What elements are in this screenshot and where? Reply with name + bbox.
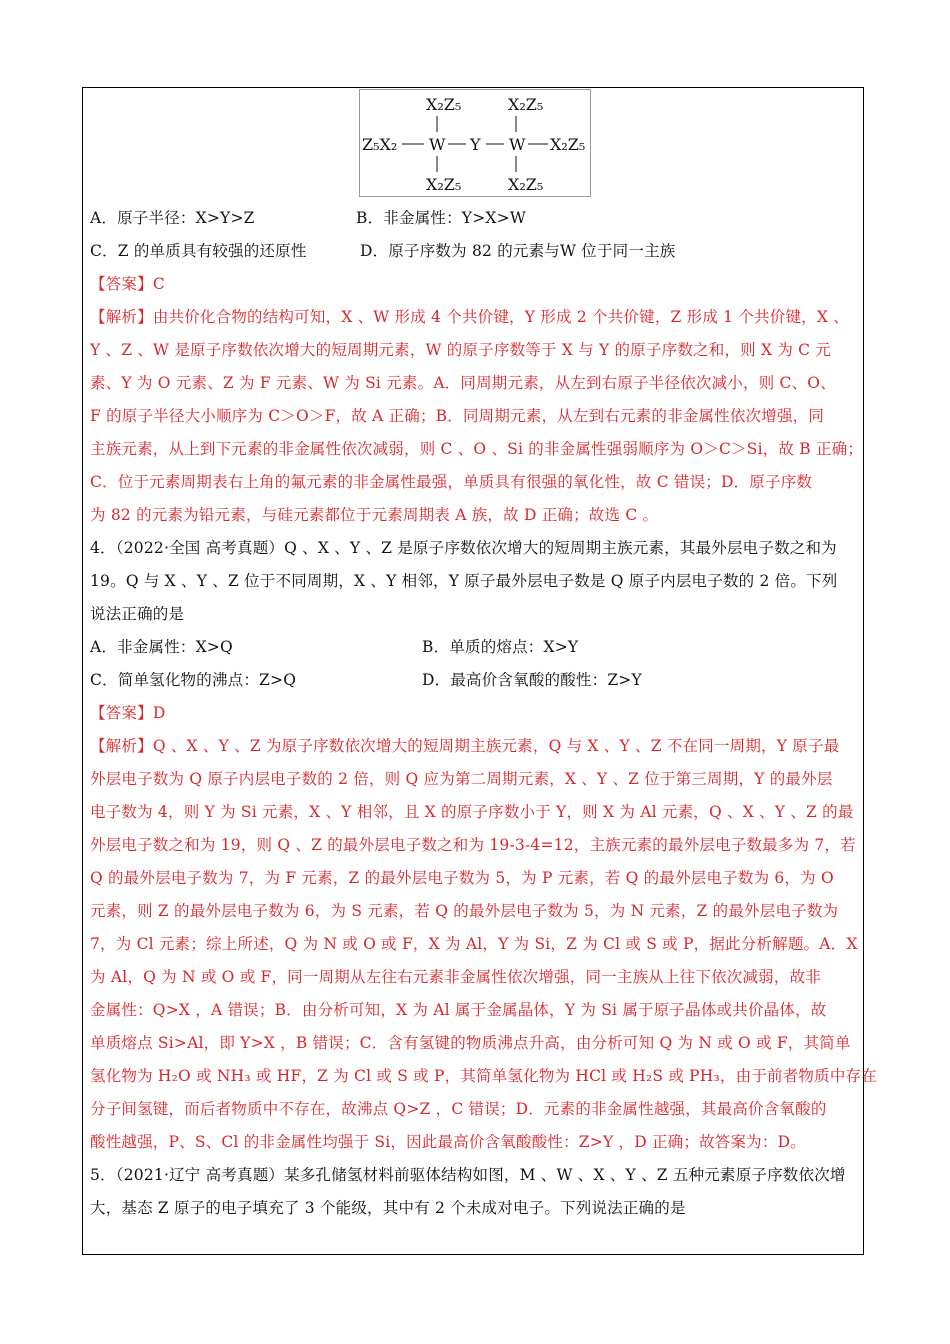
q4-analysis-line-7: 为 Al，Q 为 N 或 O 或 F，同一周期从左往右元素非金属性依次增强，同一主族从上往下依次减弱，故非 [90,968,821,986]
q3-analysis-line-6: 为 82 的元素为铅元素，与硅元素都位于元素周期表 A 族，故 D 正确；故选 C 。 [90,506,659,524]
q3-analysis-line-1: Y 、Z 、W 是原子序数依次增大的短周期元素，W 的原子序数等于 X 与 Y 的原子序数之和，则 X 为 C 元 [90,341,832,359]
q4-analysis-label: 【解析】 [90,737,153,755]
q3-options-row2 [90,240,860,262]
q4-stem-line-0: 4．（2022·全国 高考真题）Q 、X 、Y 、Z 是原子序数依次增大的短周期主族元素，其最外层电子数之和为 [90,539,837,557]
q4-analysis-line-2: 电子数为 4，则 Y 为 Si 元素，X 、Y 相邻，且 X 的原子序数小于 Y，则 X 为 Al 元素，Q 、X 、Y 、Z 的最 [90,803,854,821]
q4-analysis-line-11: 分子间氢键，而后者物质中不存在，故沸点 Q>Z ，C 错误；D．元素的非金属性越强，其最高价含氧酸的 [90,1100,827,1118]
struct-w1: W [429,135,446,154]
q4-analysis-line-5: 元素，则 Z 的最外层电子数为 6，为 S 元素，若 Q 的最外层电子数为 5，为 N 元素，Z 的最外层电子数为 [90,902,839,920]
q4-analysis-line-9: 单质熔点 Si>Al，即 Y>X ，B 错误；C．含有氢键的物质沸点升高，由分析可知 Q 为 N 或 O 或 F，其简单 [90,1034,851,1052]
structure-diagram [359,89,591,197]
q4-answer-label: 【答案】 [90,704,153,722]
q3-analysis-line-0: 【解析】由共价化合物的结构可知，X 、W 形成 4 个共价键，Y 形成 2 个共价键，Z 形成 1 个共价键，X 、 [90,308,849,326]
struct-y: Y [470,135,481,154]
struct-top-right: X₂Z₅ [508,95,544,114]
q3-analysis-line-4: 主族元素，从上到下元素的非金属性依次减弱，则 C 、O 、Si 的非金属性强弱顺序为 O＞C＞Si，故 B 正确； [90,440,864,458]
q4-stem-line-2: 说法正确的是 [90,605,185,623]
q4-analysis-line-8: 金属性：Q>X ，A 错误；B．由分析可知，X 为 Al 属于金属晶体，Y 为 Si 属于原子晶体或共价晶体，故 [90,1001,827,1019]
q4-analysis-line-1: 外层电子数为 Q 原子内层电子数的 2 倍，则 Q 应为第二周期元素，X 、Y 、Z 位于第三周期，Y 的最外层 [90,770,833,788]
q3-answer [90,273,860,295]
q5-stem-line-0: 5．（2021·辽宁 高考真题）某多孔储氢材料前驱体结构如图，M 、W 、X 、Y 、Z 五种元素原子序数依次增 [90,1166,846,1184]
q4-stem-line-1: 19。Q 与 X 、Y 、Z 位于不同周期，X 、Y 相邻，Y 原子最外层电子数是 Q 原子内层电子数的 2 倍。下列 [90,572,838,590]
q4-options-row2 [90,669,860,691]
q4-analysis-line-12: 酸性越强，P、S、Cl 的非金属性均强于 Si，因此最高价含氧酸酸性：Z>Y ，D 正确；故答案为：D。 [90,1133,806,1151]
q4-option-b: B．单质的熔点：X>Y [422,638,579,656]
struct-bottom-right: X₂Z₅ [508,175,544,194]
q3-options-row1 [90,207,860,229]
q3-analysis-line-2: 素、Y 为 O 元素、Z 为 F 元素、W 为 Si 元素。A．同周期元素，从左到右原子半径依次减小，则 C、O、 [90,374,836,392]
q4-analysis-line-3: 外层电子数之和为 19，则 Q 、Z 的最外层电子数之和为 19-3-4=12，主族元素的最外层电子数最多为 7，若 [90,836,856,854]
q4-answer [90,702,860,724]
q4-option-d: D．最高价含氧酸的酸性：Z>Y [422,671,642,689]
q5-stem-line-1: 大，基态 Z 原子的电子填充了 3 个能级，其中有 2 个未成对电子。下列说法正确的是 [90,1199,686,1217]
struct-w2: W [509,135,526,154]
q4-analysis-line-4: Q 的最外层电子数为 7，为 F 元素，Z 的最外层电子数为 5，为 P 元素，若 Q 的最外层电子数为 6，为 O [90,869,834,887]
q4-analysis-line-0: 【解析】Q 、X 、Y 、Z 为原子序数依次增大的短周期主族元素，Q 与 X 、Y 、Z 不在同一周期，Y 原子最 [90,737,840,755]
q3-option-b: B．非金属性：Y>X>W [356,209,526,227]
q3-analysis-line-3: F 的原子半径大小顺序为 C＞O＞F，故 A 正确；B．同周期元素，从左到右元素的非金属性依次增强，同 [90,407,825,425]
q3-option-c: C．Z 的单质具有较强的还原性 [90,242,307,260]
q3-answer-value: C [152,275,165,293]
q4-answer-value: D [152,704,166,722]
struct-top-left: X₂Z₅ [426,95,462,114]
q3-analysis-line-5: C．位于元素周期表右上角的氟元素的非金属性最强，单质具有很强的氧化性，故 C 错误；D．原子序数 [90,473,813,491]
struct-bottom-left: X₂Z₅ [426,175,462,194]
q4-analysis-line-6: 7，为 Cl 元素；综上所述，Q 为 N 或 O 或 F，X 为 Al，Y 为 Si，Z 为 Cl 或 S 或 P，据此分析解题。A．X [90,935,858,953]
q4-option-c: C．简单氢化物的沸点：Z>Q [90,671,297,689]
q3-answer-label: 【答案】 [90,275,153,293]
q4-options-row1 [90,636,860,658]
q3-option-a: A．原子半径：X>Y>Z [90,209,255,227]
q4-option-a: A．非金属性：X>Q [90,638,233,656]
struct-left: Z₅X₂ [362,135,398,154]
struct-right: X₂Z₅ [550,135,586,154]
q3-option-d: D．原子序数为 82 的元素与W 位于同一主族 [360,242,676,260]
q3-analysis-label: 【解析】 [90,308,153,326]
q4-analysis-line-10: 氢化物为 H₂O 或 NH₃ 或 HF，Z 为 Cl 或 S 或 P，其简单氢化物为 HCl 或 H₂S 或 PH₃，由于前者物质中存在 [90,1067,877,1085]
